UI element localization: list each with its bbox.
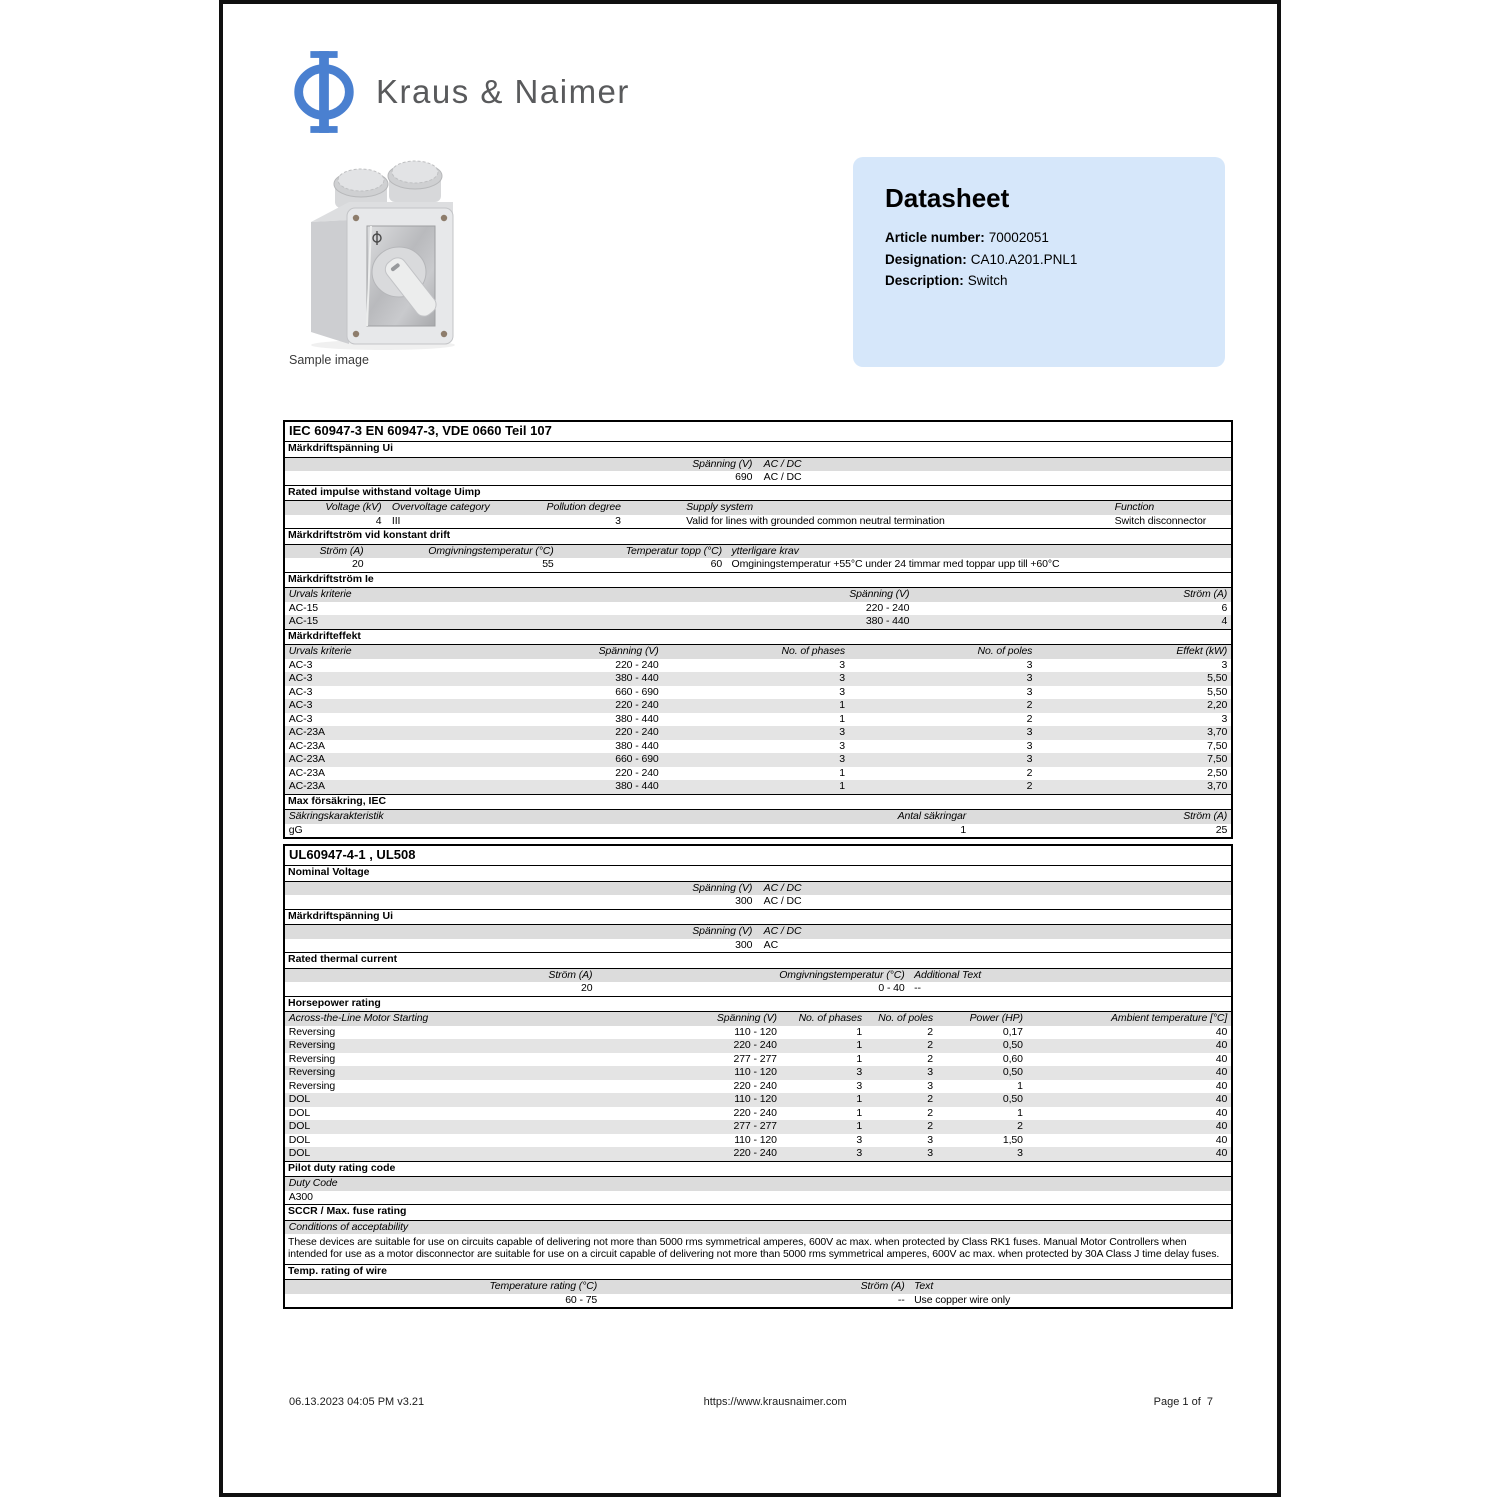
column-header-row: [285, 925, 1231, 939]
table-cell: Effekt (kW): [1176, 645, 1228, 657]
table-cell: 1: [839, 766, 846, 779]
table-cell: 3,70: [1207, 726, 1228, 738]
table-cell: 3: [927, 1079, 934, 1092]
table-cell: AC-3: [288, 699, 313, 711]
table-cell: 4: [375, 514, 382, 527]
table-row: [285, 895, 1231, 909]
table-row: [285, 1191, 1231, 1205]
table-cell: AC / DC: [763, 895, 802, 907]
table-cell: 25: [1215, 823, 1228, 836]
table-row: [285, 1093, 1231, 1107]
table-cell: 6: [1221, 601, 1228, 614]
table-cell: Ambient temperature [°C]: [1111, 1012, 1228, 1024]
table-cell: 3,70: [1207, 780, 1228, 792]
table-cell: AC-3: [288, 672, 313, 684]
table-cell: Spänning (V): [692, 925, 753, 937]
column-header-row: [285, 882, 1231, 896]
table-cell: 2: [1026, 699, 1033, 711]
table-cell: 660 - 690: [615, 685, 659, 698]
table-cell: 1: [856, 1025, 863, 1038]
data-table: [283, 420, 1233, 839]
table-cell: 3: [1221, 658, 1228, 671]
table-cell: 220 - 240: [615, 699, 659, 711]
table-cell: 7,50: [1207, 753, 1228, 765]
column-header-row: [285, 1280, 1231, 1294]
table-cell: 20: [352, 558, 364, 570]
table-cell: Switch disconnector: [1114, 514, 1207, 527]
table-cell: 2,20: [1207, 699, 1228, 711]
column-header-row: [285, 501, 1231, 515]
table-cell: Temperatur topp (°C): [625, 544, 723, 557]
section-title: Rated impulse withstand voltage Uimp: [285, 485, 1231, 502]
table-section: [285, 528, 1231, 572]
table-cell: 40: [1215, 1093, 1228, 1105]
table-cell: 380 - 440: [615, 780, 659, 792]
table-cell: 380 - 440: [615, 739, 659, 752]
table-cell: 1: [856, 1093, 863, 1105]
section-title: Märkdriftström Ie: [285, 572, 1231, 589]
table-cell: AC / DC: [763, 457, 802, 470]
table-cell: 40: [1215, 1120, 1228, 1132]
section-title: Temp. rating of wire: [285, 1264, 1231, 1281]
column-header-row: [285, 458, 1231, 472]
table-row: [285, 1120, 1231, 1134]
section-title: Max försäkring, IEC: [285, 794, 1231, 811]
table-cell: Overvoltage category: [391, 501, 490, 513]
table-cell: Omgivningstemperatur (°C): [779, 968, 905, 981]
table-cell: AC / DC: [763, 471, 802, 483]
table-cell: No. of poles: [977, 645, 1033, 657]
table-cell: Text: [914, 1280, 934, 1293]
table-cell: 2: [1026, 780, 1033, 792]
table-cell: 277 - 277: [733, 1052, 777, 1065]
table-cell: No. of poles: [878, 1012, 934, 1024]
table-row: [285, 672, 1231, 686]
table-cell: Ström (A): [548, 968, 593, 981]
table-cell: 2,50: [1207, 766, 1228, 779]
table-cell: 2: [927, 1025, 934, 1038]
table-cell: Power (HP): [969, 1012, 1023, 1024]
table-cell: 3: [1026, 726, 1033, 738]
table-row: [285, 1066, 1231, 1080]
table-row: [285, 471, 1231, 485]
table-cell: 40: [1215, 1133, 1228, 1146]
table-cell: AC-23A: [288, 780, 325, 792]
table-cell: 3: [839, 685, 846, 698]
table-cell: AC-23A: [288, 753, 325, 765]
info-field-label: Designation:: [885, 251, 967, 267]
table-row: [285, 602, 1231, 616]
table-row: [285, 767, 1231, 781]
table-row: [285, 726, 1231, 740]
table-section: [285, 629, 1231, 794]
table-cell: 3: [615, 514, 621, 527]
table-cell: Urvals kriterie: [288, 588, 352, 600]
table-cell: Spänning (V): [692, 457, 753, 470]
table-cell: 3: [839, 753, 846, 765]
table-cell: 40: [1215, 1039, 1228, 1051]
table-cell: ytterligare krav: [731, 544, 799, 557]
table-cell: gG: [288, 823, 303, 836]
column-header-row: [285, 810, 1231, 824]
table-cell: AC-23A: [288, 766, 325, 779]
table-cell: 1: [1017, 1106, 1023, 1119]
table-cell: 0 - 40: [878, 982, 905, 994]
table-cell: 0,60: [1002, 1052, 1023, 1065]
sample-image-caption: Sample image: [289, 353, 369, 367]
table-cell: 1,50: [1002, 1133, 1023, 1146]
table-cell: --: [914, 982, 921, 994]
table-row: [285, 615, 1231, 629]
table-cell: 1: [856, 1052, 863, 1065]
table-cell: 3: [856, 1133, 863, 1146]
table-cell: Spänning (V): [716, 1012, 777, 1024]
column-header-row: [285, 969, 1231, 983]
table-cell: 2: [1017, 1120, 1023, 1132]
table-cell: Function: [1114, 501, 1155, 513]
table-cell: 2: [1026, 712, 1033, 725]
table-cell: Spänning (V): [598, 645, 659, 657]
table-cell: DOL: [288, 1093, 311, 1105]
table-cell: 3: [856, 1066, 863, 1078]
table-cell: 2: [927, 1120, 934, 1132]
table-cell: 40: [1215, 1106, 1228, 1119]
table-row: [285, 1294, 1231, 1308]
table-cell: AC-15: [288, 615, 319, 627]
table-cell: 220 - 240: [733, 1106, 777, 1119]
table-cell: Ström (A): [1183, 810, 1228, 822]
table-cell: Reversing: [288, 1039, 336, 1051]
table-cell: 220 - 240: [615, 726, 659, 738]
data-table: [283, 844, 1233, 1309]
table-cell: 40: [1215, 1147, 1228, 1159]
table-cell: Omgivningstemperatur (°C): [428, 544, 554, 557]
table-cell: Voltage (kV): [325, 501, 382, 513]
table-cell: AC-23A: [288, 726, 325, 738]
column-header-row: [285, 588, 1231, 602]
table-cell: Across-the-Line Motor Starting: [288, 1012, 429, 1024]
table-cell: DOL: [288, 1147, 311, 1159]
section-title: Horsepower rating: [285, 996, 1231, 1013]
footer-date: 06.13.2023 04:05 PM v3.21: [289, 1396, 425, 1408]
table-cell: 0,50: [1002, 1093, 1023, 1105]
table-row: [285, 1147, 1231, 1161]
section-title: Märkdrifteffekt: [285, 629, 1231, 646]
column-header-row: [285, 1177, 1231, 1191]
table-cell: 380 - 440: [615, 672, 659, 684]
table-cell: Use copper wire only: [914, 1293, 1011, 1306]
table-cell: DOL: [288, 1120, 311, 1132]
table-cell: 220 - 240: [733, 1079, 777, 1092]
table-cell: AC: [763, 938, 779, 951]
table-section: [285, 1204, 1231, 1264]
table-cell: 40: [1215, 1079, 1228, 1092]
table-cell: AC-23A: [288, 739, 325, 752]
table-cell: Pollution degree: [546, 501, 621, 513]
table-cell: Ström (A): [319, 544, 364, 557]
table-cell: III: [391, 514, 401, 527]
table-cell: 3: [1026, 739, 1033, 752]
table-cell: AC-3: [288, 658, 313, 671]
table-cell: 2: [927, 1039, 934, 1051]
table-cell: 20: [580, 982, 593, 994]
table-cell: 3: [856, 1079, 863, 1092]
table-row: [285, 740, 1231, 754]
table-row: [285, 713, 1231, 727]
table-cell: AC / DC: [763, 881, 802, 894]
table-cell: A300: [288, 1190, 313, 1203]
table-cell: 220 - 240: [733, 1147, 777, 1159]
table-cell: 60 - 75: [565, 1293, 598, 1306]
table-cell: AC-3: [288, 685, 313, 698]
table-cell: 0,50: [1002, 1066, 1023, 1078]
section-title: Märkdriftström vid konstant drift: [285, 528, 1231, 545]
table-cell: 3: [839, 726, 846, 738]
info-field-designation: [885, 249, 1225, 271]
table-row: [285, 1134, 1231, 1148]
section-title: SCCR / Max. fuse rating: [285, 1204, 1231, 1221]
table-cell: Spänning (V): [849, 588, 910, 600]
table-section: [285, 865, 1231, 909]
brand-text: Kraus & Naimer: [376, 73, 630, 110]
datasheet-info-box: [853, 157, 1225, 367]
table-row: [285, 699, 1231, 713]
table-row: [285, 686, 1231, 700]
table-section: [285, 794, 1231, 838]
table-cell: 3: [1026, 672, 1033, 684]
table-cell: 1: [856, 1106, 863, 1119]
table-cell: 7,50: [1207, 739, 1228, 752]
table-cell: Additional Text: [914, 968, 982, 981]
table-cell: 2: [927, 1106, 934, 1119]
table-cell: 277 - 277: [733, 1120, 777, 1132]
table-cell: AC-3: [288, 712, 313, 725]
info-field-value: 70002051: [988, 230, 1049, 245]
table-cell: 4: [1221, 615, 1228, 627]
table-section: [285, 1264, 1231, 1308]
section-title: Märkdriftspänning Ui: [285, 441, 1231, 458]
info-field-value: Switch: [967, 273, 1008, 288]
table-cell: --: [897, 1293, 905, 1306]
section-title: Märkdriftspänning Ui: [285, 909, 1231, 926]
table-cell: Duty Code: [288, 1177, 338, 1189]
table-cell: Reversing: [288, 1066, 336, 1078]
table-row: [285, 659, 1231, 673]
table-cell: 3: [1026, 685, 1033, 698]
table-cell: Antal säkringar: [897, 810, 967, 822]
table-cell: 3: [1026, 658, 1033, 671]
table-cell: 60: [710, 558, 723, 570]
table-cell: 690: [735, 471, 753, 483]
table-cell: 3: [927, 1147, 934, 1159]
info-field-value: CA10.A201.PNL1: [970, 251, 1078, 267]
table-cell: Supply system: [686, 501, 754, 513]
table-cell: Omginingstemperatur +55°C under 24 timmar med toppar upp till +60°C: [731, 558, 1060, 570]
table-section: [285, 1161, 1231, 1205]
table-section: [285, 485, 1231, 529]
table-row: [285, 939, 1231, 953]
table-cell: 660 - 690: [615, 753, 659, 765]
table-cell: 3: [1221, 712, 1228, 725]
table-cell: 220 - 240: [615, 766, 659, 779]
table-cell: 40: [1215, 1025, 1228, 1038]
table-cell: 5,50: [1207, 685, 1228, 698]
table-cell: Säkringskarakteristik: [288, 810, 384, 822]
table-cell: No. of phases: [781, 645, 846, 657]
table-row: [285, 1026, 1231, 1040]
info-field-article: [885, 227, 1225, 249]
footer-url: https://www.krausnaimer.com: [703, 1396, 847, 1408]
table-cell: 110 - 120: [734, 1133, 777, 1146]
table-row: [285, 515, 1231, 529]
section-title: Nominal Voltage: [285, 865, 1231, 882]
table-cell: 3: [839, 658, 846, 671]
table-cell: 3: [927, 1066, 934, 1078]
table-row: [285, 824, 1231, 838]
table-cell: Reversing: [288, 1079, 336, 1092]
table-cell: Reversing: [288, 1052, 336, 1065]
table-cell: Ström (A): [1183, 588, 1228, 600]
section-title: Pilot duty rating code: [285, 1161, 1231, 1178]
table-row: [285, 982, 1231, 996]
table-cell: 2: [1026, 766, 1033, 779]
table-cell: Urvals kriterie: [288, 645, 352, 657]
info-field-label: Description:: [885, 273, 964, 288]
table-cell: 1: [1017, 1079, 1023, 1092]
table-cell: 5,50: [1207, 672, 1228, 684]
table-cell: Ström (A): [860, 1280, 905, 1293]
product-image: [291, 160, 471, 352]
table-row: [285, 1053, 1231, 1067]
table-cell: Valid for lines with grounded common neutral termination: [686, 514, 945, 527]
table-cell: 380 - 440: [865, 615, 910, 627]
table-cell: 3: [856, 1147, 863, 1159]
info-field-description: [885, 270, 1225, 292]
table-title: IEC 60947-3 EN 60947-3, VDE 0660 Teil 107: [289, 423, 552, 438]
table-cell: 300: [735, 895, 753, 907]
footer-page: Page 1 of 7: [1153, 1396, 1213, 1408]
table-cell: Reversing: [288, 1025, 336, 1038]
table-cell: 110 - 120: [734, 1093, 777, 1105]
column-header-row: [285, 1221, 1231, 1235]
table-cell: 3: [1026, 753, 1033, 765]
table-cell: 2: [927, 1093, 934, 1105]
table-cell: 220 - 240: [733, 1039, 777, 1051]
page: [219, 0, 1281, 1497]
table-cell: 380 - 440: [615, 712, 659, 725]
info-field-label: Article number:: [885, 230, 985, 245]
table-cell: 220 - 240: [865, 601, 910, 614]
table-cell: 1: [839, 699, 846, 711]
table-cell: Conditions of acceptability: [288, 1220, 409, 1233]
table-row: [285, 780, 1231, 794]
column-header-row: [285, 645, 1231, 659]
table-cell: 3: [839, 672, 846, 684]
table-cell: Spänning (V): [692, 881, 753, 894]
datasheet-title: Datasheet: [885, 183, 1010, 213]
table-cell: 300: [735, 938, 753, 951]
table-section: [285, 572, 1231, 629]
column-header-row: [285, 1012, 1231, 1026]
phi-logo-icon: [287, 50, 361, 134]
table-cell: 3: [927, 1133, 934, 1146]
table-cell: 1: [839, 780, 846, 792]
table-cell: Temperature rating (°C): [489, 1280, 598, 1293]
table-row: [285, 1039, 1231, 1053]
table-cell: DOL: [288, 1106, 311, 1119]
footer: [283, 1396, 1233, 1410]
table-row: [285, 558, 1231, 572]
tables: [283, 420, 1233, 1309]
table-section: [285, 909, 1231, 953]
table-cell: 1: [856, 1039, 863, 1051]
table-cell: DOL: [288, 1133, 311, 1146]
table-cell: 0,17: [1002, 1025, 1023, 1038]
table-row: [285, 1107, 1231, 1121]
table-cell: 220 - 240: [615, 658, 659, 671]
table-cell: 40: [1215, 1052, 1228, 1065]
table-section: [285, 441, 1231, 485]
section-title: Rated thermal current: [285, 952, 1231, 969]
table-cell: AC / DC: [763, 925, 802, 937]
table-row: These devices are suitable for use on circuits capable of delivering not more than 5000 rms symmetrical amperes, 600V ac max. when protected by Class RK1 fuses. Manual Motor Controllers when intended for use as a motor disconnector are suitable for use on a circuit capable of delivering not more than 5000 rms symmetrical amperes, 600V ac max. when protected by 30A Class J time delay fuses.: [288, 1236, 1220, 1261]
table-section: [285, 996, 1231, 1161]
table-cell: AC-15: [288, 601, 319, 614]
table-cell: 1: [856, 1120, 863, 1132]
table-row: [285, 1080, 1231, 1094]
table-title: UL60947-4-1 , UL508: [289, 847, 416, 862]
table-cell: 55: [542, 558, 554, 570]
logo: [287, 50, 630, 134]
table-section: [285, 952, 1231, 996]
table-cell: 3: [839, 739, 846, 752]
table-cell: 110 - 120: [734, 1025, 777, 1038]
table-cell: 1: [960, 823, 967, 836]
table-cell: No. of phases: [798, 1012, 863, 1024]
table-cell: 0,50: [1002, 1039, 1023, 1051]
column-header-row: [285, 545, 1231, 559]
table-cell: 2: [927, 1052, 934, 1065]
table-cell: 1: [839, 712, 846, 725]
table-cell: 110 - 120: [734, 1066, 777, 1078]
table-row: [285, 753, 1231, 767]
table-cell: 40: [1215, 1066, 1228, 1078]
table-cell: 3: [1017, 1147, 1023, 1159]
